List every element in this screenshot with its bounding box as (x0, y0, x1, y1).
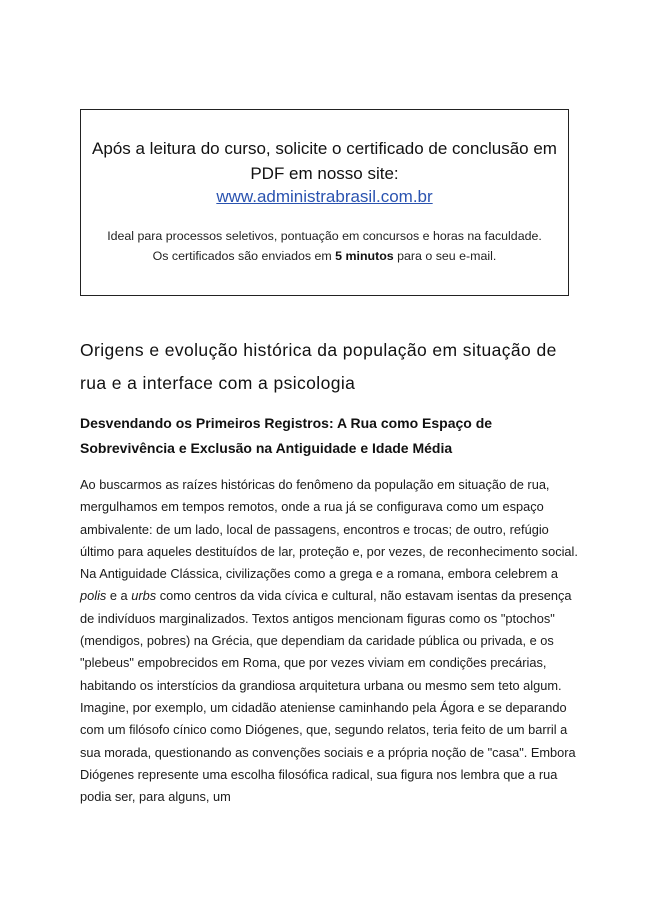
certificate-promo-box (80, 109, 569, 296)
promo-title: Após a leitura do curso, solicite o certificado de conclusão em PDF em nosso site: (92, 139, 557, 183)
article-title: Origens e evolução histórica da população em situação de rua e a interface com a psicologia (80, 340, 557, 393)
italic-term-urbs: urbs (131, 588, 157, 604)
note-text: Os certificados são enviados em (152, 249, 336, 263)
section-heading: Desvendando os Primeiros Registros: A Rua como Espaço de Sobrevivência e Exclusão na Antiguidade e Idade Média (80, 415, 493, 456)
promo-note-line2 (81, 246, 568, 266)
promo-note-line1: Ideal para processos seletivos, pontuação em concursos e horas na faculdade. (107, 229, 542, 243)
paragraph-text: e a (106, 588, 132, 604)
paragraph-text: como centros da vida cívica e cultural, não estavam isentas da presença de indivíduos marginalizados. Textos antigos mencionam figuras como os "ptochos" (mendigos, pobres) na Grécia, que dependiam da caridade pública ou privada, e os "plebeus" empobrecidos em Roma, que por vezes viviam em condições precárias, habitando os interstícios da grandiosa arquitetura urbana ou mesmo sem teto algum. Imagine, por exemplo, um cidadão ateniense caminhando pela Ágora e se deparando com um filósofo cínico como Diógenes, que, segundo relatos, teria feito de um barril a sua morada, questionando as convenções sociais e a própria noção de "casa". Embora Diógenes represente uma escolha filosófica radical, sua figura nos lembra que a rua podia ser, para alguns, um (80, 588, 576, 805)
promo-note (81, 226, 568, 266)
site-link[interactable]: www.administrabrasil.com.br (216, 187, 433, 206)
article-body (80, 474, 580, 808)
paragraph (80, 474, 580, 808)
note-text-end: para o seu e-mail. (393, 249, 497, 263)
italic-term-polis: polis (80, 588, 107, 604)
paragraph-text: Ao buscarmos as raízes históricas do fenômeno da população em situação de rua, mergulhamos em tempos remotos, onde a rua já se configurava como um espaço ambivalente: de um lado, local de passagens, encontros e trocas; de outro, refúgio último para aqueles destituídos de lar, proteção e, por vezes, de reconhecimento social. Na Antiguidade Clássica, civilizações como a grega e a romana, embora celebrem a (80, 477, 578, 582)
note-bold-time: 5 minutos (335, 249, 394, 263)
